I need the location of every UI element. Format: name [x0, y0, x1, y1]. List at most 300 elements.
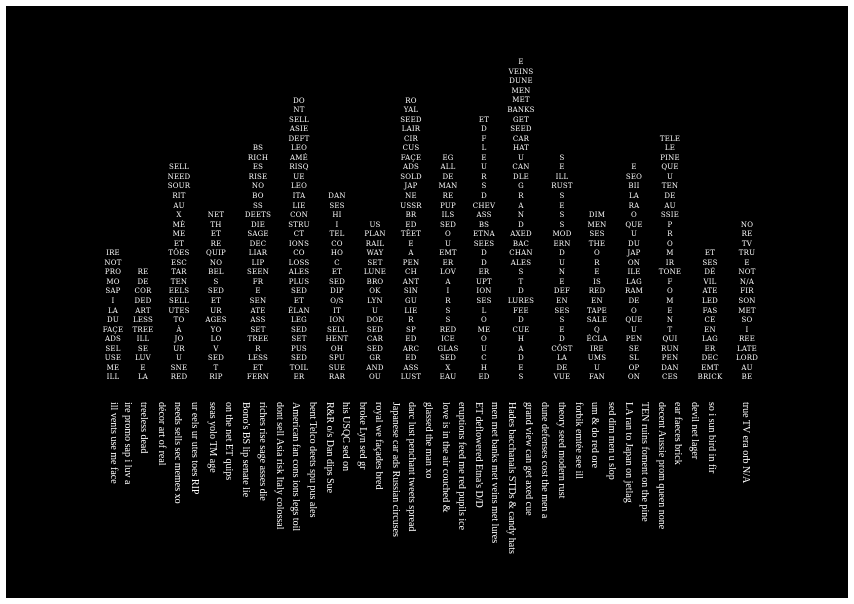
column-word: AND	[366, 363, 384, 372]
column-word: TEN	[170, 277, 188, 286]
column-word: PINE	[660, 153, 680, 162]
column-word: BS	[252, 144, 264, 153]
column-word: MEN	[511, 86, 531, 95]
column-word: I	[111, 297, 115, 306]
column-word: SE	[137, 344, 149, 353]
column-word: ANT	[402, 277, 420, 286]
column-word: USSR	[400, 201, 422, 210]
column-word: DE	[137, 277, 149, 286]
vertical-line: dune defenses cost the men a	[539, 402, 550, 519]
column-word: TAR	[171, 268, 187, 277]
column-word: R	[667, 230, 673, 239]
column-word: N	[666, 316, 674, 325]
column-word: SET	[367, 258, 383, 267]
column-word: R	[408, 316, 414, 325]
column-word: AU	[173, 201, 185, 210]
column-word: LA	[107, 306, 119, 315]
word-column	[736, 221, 758, 383]
column-word: QUI	[662, 335, 678, 344]
vertical-line: ire promo sap i luv a	[122, 402, 133, 485]
word-column	[473, 116, 495, 383]
column-word: FIR	[740, 287, 754, 296]
column-word: ÉCLA	[586, 335, 608, 344]
column-word: ED	[405, 354, 417, 363]
column-word: R	[518, 191, 524, 200]
column-word: A	[518, 201, 524, 210]
column-word: SED	[328, 277, 346, 286]
column-word: N	[517, 211, 525, 220]
column-word: SEEN	[247, 268, 269, 277]
column-word: CUS	[402, 144, 420, 153]
column-word: SEO	[625, 172, 643, 181]
column-word: HI	[332, 211, 342, 220]
column-word: I	[745, 325, 749, 334]
column-word: TH	[210, 220, 222, 229]
vertical-line: royal we façades bred	[373, 402, 384, 490]
column-word: SET	[250, 325, 266, 334]
column-word: SNE	[170, 363, 188, 372]
column-word: E	[631, 163, 637, 172]
column-word: ILE	[627, 268, 641, 277]
column-word: A	[445, 277, 451, 286]
column-word: FAÇE	[400, 153, 422, 162]
column-word: HAT	[512, 144, 530, 153]
vertical-line: Bono's BS lip senate lie	[240, 402, 251, 498]
word-column	[205, 211, 226, 383]
column-word: D	[481, 125, 487, 134]
column-word: R	[594, 258, 600, 267]
column-word: DE	[628, 297, 640, 305]
column-word: O	[594, 249, 600, 258]
column-word: SES	[554, 306, 570, 315]
column-word: TONE	[658, 268, 682, 277]
vertical-line: TEN ruins foment on the pine	[639, 402, 650, 522]
column-word: ETNA	[473, 230, 495, 239]
column-word: U	[558, 258, 566, 267]
column-word: QUE	[661, 163, 679, 172]
column-word: EN	[556, 297, 568, 305]
column-word: LURES	[507, 296, 535, 305]
column-word: RA	[628, 201, 640, 210]
column-word: Q	[594, 325, 600, 334]
column-word: MAN	[438, 182, 458, 191]
column-word: DLE	[513, 172, 529, 181]
column-word: E	[744, 258, 750, 267]
column-word: RISE	[248, 172, 268, 181]
column-word: S	[518, 268, 524, 277]
column-word: LA	[628, 191, 640, 200]
word-column	[288, 97, 310, 383]
column-word: D	[518, 287, 524, 296]
column-word: MOD	[552, 230, 572, 239]
column-word: RICH	[247, 153, 269, 162]
column-word: U	[480, 344, 488, 353]
column-word: D	[518, 316, 524, 325]
column-word: ASS	[403, 363, 419, 372]
column-word: TOIL	[289, 363, 309, 372]
vertical-line: theory seed modern rust	[556, 402, 567, 499]
column-word: LEG	[291, 316, 307, 325]
column-word: SAP	[105, 287, 121, 296]
column-word: NO	[251, 182, 265, 191]
word-column	[438, 154, 459, 383]
column-word: ARC	[402, 344, 420, 353]
vertical-line: Japanese car ads Russian circuses	[390, 402, 401, 537]
column-word: DOE	[366, 316, 384, 325]
column-word: O/S	[330, 297, 344, 306]
column-word: U	[630, 325, 638, 334]
column-word: U	[480, 163, 488, 172]
column-word: SED	[207, 354, 225, 363]
column-word: DE	[442, 172, 454, 181]
column-word: TAPE	[587, 306, 607, 315]
column-word: LIP	[251, 258, 265, 267]
word-column	[245, 144, 271, 383]
column-word: HENT	[325, 335, 349, 344]
column-word: ER	[478, 268, 490, 277]
column-word: MO	[106, 277, 120, 286]
column-word: AGES	[205, 316, 227, 325]
column-word: L	[481, 306, 487, 315]
column-word: ET	[293, 296, 305, 305]
column-word: ERN	[553, 239, 571, 248]
column-word: ASIE	[289, 125, 309, 134]
column-word: SELL	[168, 297, 190, 305]
vertical-line: décor art of real	[156, 402, 167, 466]
column-word: RUN	[661, 344, 679, 353]
column-word: ED	[478, 373, 490, 382]
word-column	[698, 249, 723, 383]
column-word: E	[481, 153, 487, 162]
column-word: D	[518, 220, 524, 229]
column-word: ALES	[288, 268, 310, 277]
column-word: MET	[738, 306, 756, 315]
column-word: S	[481, 182, 487, 191]
column-word: ET	[704, 249, 716, 258]
vertical-line: his USQC sed on	[340, 402, 351, 472]
column-word: S	[445, 316, 451, 325]
column-word: SEED	[510, 125, 532, 134]
column-word: M	[666, 296, 674, 305]
word-column	[507, 58, 534, 383]
column-word: CT	[293, 230, 305, 239]
column-word: SELL	[326, 325, 347, 334]
column-word: RE	[442, 191, 454, 200]
vertical-line: riches rise sage asses die	[257, 402, 268, 501]
vertical-line: R&R o/s Dan dips Sue	[324, 402, 335, 494]
column-word: LIE	[292, 201, 306, 210]
column-word: SALE	[586, 316, 608, 325]
column-word: ASS	[250, 316, 266, 325]
column-word: R	[445, 297, 451, 305]
column-word: YAL	[403, 106, 419, 115]
column-word: NOT	[104, 258, 122, 267]
word-column	[587, 211, 608, 383]
column-word: RE	[137, 268, 149, 277]
column-word: ER	[442, 258, 454, 267]
column-word: CAN	[512, 163, 530, 172]
column-word: IONS	[288, 239, 310, 248]
column-word: E	[559, 163, 565, 172]
column-word: RAIL	[365, 239, 385, 248]
column-word: NET	[207, 211, 225, 220]
column-word: U	[517, 153, 525, 162]
column-word: E	[594, 268, 600, 277]
column-word: CH	[405, 268, 417, 277]
vertical-line: broke Lyn sed gr	[357, 402, 368, 470]
column-word: EAU	[439, 373, 457, 382]
column-word: ER	[704, 344, 716, 353]
column-word: S	[213, 277, 219, 286]
column-word: SEL	[105, 344, 121, 353]
column-word: E	[559, 325, 565, 334]
column-word: DIE	[250, 220, 266, 229]
column-word: EMT	[439, 249, 457, 258]
vertical-line: men met banks met veins met lures	[489, 402, 500, 544]
column-word: F	[481, 134, 487, 143]
column-word: LED	[702, 297, 718, 306]
vertical-line: so i sun bird in fir	[706, 402, 717, 474]
column-word: SED	[439, 354, 457, 363]
column-word: PLUS	[288, 277, 310, 286]
column-word: OP	[628, 363, 640, 372]
word-column	[551, 154, 572, 383]
column-word: SP	[406, 325, 416, 334]
vertical-line: grand view can get axed cue	[523, 402, 534, 516]
vertical-line: forbik emtée see ill	[573, 402, 584, 479]
word-column	[364, 221, 386, 383]
column-word: LYN	[367, 297, 383, 306]
column-word: ME	[172, 230, 186, 239]
column-word: PUP	[440, 201, 456, 210]
column-word: CO	[331, 239, 343, 248]
column-word: LAG	[626, 277, 642, 286]
column-word: TO	[173, 316, 185, 325]
word-column	[133, 268, 154, 383]
vertical-line: darc lust penchant tweets spread	[406, 402, 417, 532]
column-word: PUS	[291, 344, 307, 353]
column-word: TREE	[247, 335, 269, 344]
column-word: D	[559, 249, 565, 258]
column-word: SED	[290, 354, 308, 363]
column-word: LIAR	[248, 249, 268, 258]
vertical-line: decent Aussie prom queen none	[656, 402, 667, 530]
column-word: E	[667, 306, 673, 315]
column-word: SEES	[473, 239, 495, 248]
column-word: BEL	[208, 268, 224, 277]
column-word: BRICK	[697, 373, 723, 382]
column-word: CHAN	[509, 249, 533, 258]
vertical-line: on the net ET quips	[223, 402, 234, 481]
column-word: LEO	[290, 182, 308, 191]
column-word: SELL	[168, 163, 190, 172]
column-word: TÔES	[168, 249, 190, 258]
column-word: LIE	[404, 306, 418, 315]
column-word: LESS	[132, 316, 154, 325]
column-word: ITA	[292, 191, 306, 200]
column-word: LOSS	[288, 258, 310, 267]
column-word: O	[631, 306, 637, 315]
column-word: RO	[405, 96, 417, 105]
column-word: O	[667, 287, 673, 296]
column-word: LUNE	[363, 268, 387, 277]
column-word: CON	[290, 211, 308, 220]
column-word: SON	[738, 297, 756, 306]
column-word: AXED	[510, 230, 532, 239]
column-word: D	[481, 191, 487, 200]
column-word: N	[558, 268, 566, 277]
column-word: VEINS	[508, 67, 534, 76]
vertical-line: Hades bacchanals STDs & candy hats	[506, 402, 517, 554]
column-word: JO	[174, 335, 184, 344]
column-word: A	[408, 249, 414, 258]
column-word: ET	[210, 230, 222, 239]
column-word: TRU	[738, 249, 756, 258]
column-word: FAS	[702, 306, 718, 315]
column-word: FEE	[513, 306, 529, 315]
column-word: FAN	[588, 373, 606, 382]
column-word: SES	[702, 258, 718, 267]
column-word: D	[518, 354, 524, 363]
column-word: SS	[253, 201, 263, 210]
column-word: DIM	[588, 211, 606, 220]
column-word: O	[631, 211, 637, 220]
column-word: PLAN	[364, 230, 386, 239]
column-word: LAG	[702, 335, 718, 344]
column-word: NOT	[738, 268, 756, 277]
column-word: FAÇE	[102, 325, 124, 334]
column-word: SL	[629, 354, 639, 363]
column-word: NE	[405, 191, 417, 200]
column-word: O	[481, 316, 487, 325]
column-word: SIN	[403, 287, 419, 296]
vertical-line: eruptions feed me red pupils ice	[456, 402, 467, 531]
column-word: ME	[106, 363, 120, 372]
column-word: VUE	[553, 373, 571, 382]
column-word: SED	[207, 287, 225, 296]
vertical-line: ear faeces brick	[672, 402, 683, 465]
column-word: RIP	[209, 373, 223, 382]
column-word: ADS	[402, 163, 420, 172]
column-word: S	[559, 220, 565, 229]
column-word: RUST	[551, 182, 573, 191]
column-word: LORD	[735, 354, 759, 363]
column-word: BO	[252, 191, 264, 200]
column-word: RAR	[328, 373, 346, 382]
column-word: SET	[291, 335, 307, 344]
column-word: M	[666, 249, 674, 258]
column-word: DAN	[661, 363, 679, 372]
column-word: GLAS	[437, 344, 459, 353]
column-word: RED	[439, 325, 457, 334]
column-word: C	[481, 354, 487, 363]
column-word: C	[334, 258, 340, 267]
column-word: SOUR	[167, 182, 191, 191]
column-word: SEED	[400, 115, 422, 124]
column-word: CAR	[512, 134, 530, 143]
column-word: BII	[628, 182, 640, 191]
column-word: IR	[665, 258, 675, 267]
word-column	[659, 135, 681, 383]
column-word: QUIP	[206, 249, 226, 258]
column-word: LA	[137, 373, 149, 382]
column-word: PEN	[661, 354, 679, 363]
vertical-line: true TV era orb N/A	[740, 402, 751, 484]
column-word: U	[371, 306, 379, 315]
column-word: NEED	[167, 172, 191, 181]
column-word: SEN	[249, 297, 267, 305]
column-word: SOLD	[400, 172, 422, 181]
column-word: DO	[293, 96, 305, 105]
column-word: ON	[627, 373, 641, 382]
column-word: SUE	[328, 363, 346, 372]
column-word: SES	[329, 201, 345, 210]
column-word: COR	[134, 287, 152, 296]
column-word: DEFT	[288, 134, 310, 143]
vertical-line: glassed the man xo	[423, 402, 434, 479]
column-word: MEN	[587, 220, 607, 229]
column-word: E	[518, 363, 524, 372]
column-word: H	[517, 335, 525, 344]
column-word: EN	[591, 297, 603, 306]
column-word: E	[140, 363, 146, 372]
vertical-line: devil net lager	[689, 402, 700, 460]
column-word: D	[559, 335, 565, 344]
column-word: PEN	[625, 335, 643, 344]
column-word: DIP	[330, 287, 344, 296]
column-word: ED	[405, 220, 417, 229]
column-word: DE	[556, 363, 568, 372]
column-word: GU	[405, 296, 417, 305]
column-word: O	[481, 335, 487, 344]
column-word: U	[666, 172, 674, 181]
column-word: CAR	[366, 335, 384, 344]
column-word: ESC	[171, 258, 187, 267]
column-word: DUNE	[509, 77, 533, 86]
column-word: WAY	[366, 249, 384, 258]
column-word: E	[559, 201, 565, 210]
column-word: LOV	[440, 268, 456, 277]
column-word: GR	[369, 354, 381, 363]
word-column	[326, 192, 349, 383]
column-word: NO	[209, 258, 223, 267]
column-word: ON	[627, 258, 641, 267]
vertical-line: um & do red ore	[589, 402, 600, 469]
vertical-line: ET deflowered Etna's D/D	[473, 402, 484, 508]
column-word: A	[518, 344, 524, 353]
column-word: SE	[628, 344, 640, 353]
column-word: DED	[134, 297, 152, 306]
column-word: BANKS	[507, 106, 535, 115]
column-word: OH	[330, 344, 344, 353]
column-word: DE	[664, 191, 676, 200]
column-word: RED	[588, 287, 606, 296]
column-word: UR	[210, 306, 222, 315]
column-word: OK	[369, 287, 381, 296]
column-word: ION	[329, 316, 345, 325]
column-word: TEL	[329, 230, 345, 239]
column-word: EG	[442, 153, 454, 162]
column-word: ILL	[555, 172, 569, 181]
column-word: FERN	[246, 373, 270, 382]
word-column	[400, 97, 422, 383]
column-word: DEC	[249, 239, 267, 248]
column-word: PEN	[402, 258, 420, 267]
column-word: DU	[107, 316, 119, 325]
column-word: S	[559, 153, 565, 162]
column-word: UPT	[476, 277, 492, 286]
column-word: LA	[556, 354, 568, 363]
